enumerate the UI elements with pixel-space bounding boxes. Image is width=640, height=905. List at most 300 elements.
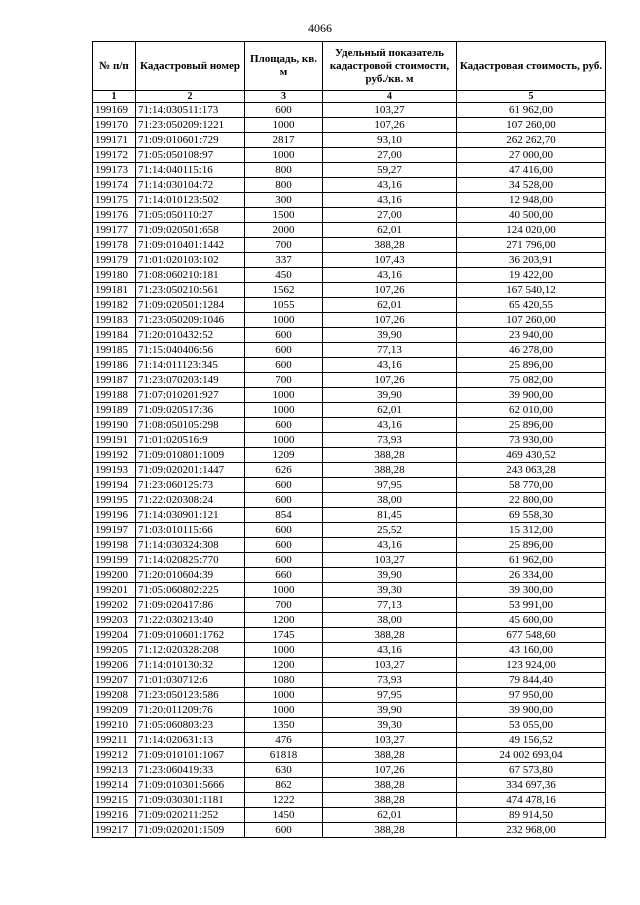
specific-rate-value: 25,52 — [323, 523, 457, 538]
row-number: 199192 — [93, 448, 136, 463]
cadastral-value-table — [92, 41, 606, 838]
area-value: 600 — [245, 418, 323, 433]
row-number: 199193 — [93, 463, 136, 478]
specific-rate-value: 388,28 — [323, 238, 457, 253]
cadastral-cost-value: 232 968,00 — [457, 823, 606, 838]
area-value: 1000 — [245, 433, 323, 448]
area-value: 1000 — [245, 403, 323, 418]
cadastral-cost-value: 167 540,12 — [457, 283, 606, 298]
row-number: 199173 — [93, 163, 136, 178]
specific-rate-value: 43,16 — [323, 538, 457, 553]
area-value: 1000 — [245, 148, 323, 163]
specific-rate-value: 107,43 — [323, 253, 457, 268]
row-number: 199204 — [93, 628, 136, 643]
cadastral-number: 71:08:050105:298 — [136, 418, 245, 433]
area-value: 600 — [245, 493, 323, 508]
cadastral-cost-value: 26 334,00 — [457, 568, 606, 583]
row-number: 199212 — [93, 748, 136, 763]
area-value: 800 — [245, 178, 323, 193]
table-row — [93, 778, 606, 793]
cadastral-cost-value: 15 312,00 — [457, 523, 606, 538]
specific-rate-value: 38,00 — [323, 613, 457, 628]
area-value: 600 — [245, 478, 323, 493]
cadastral-cost-value: 73 930,00 — [457, 433, 606, 448]
cadastral-number: 71:09:020201:1509 — [136, 823, 245, 838]
specific-rate-value: 43,16 — [323, 643, 457, 658]
specific-rate-value: 97,95 — [323, 478, 457, 493]
cadastral-number: 71:09:010301:5666 — [136, 778, 245, 793]
area-value: 2817 — [245, 133, 323, 148]
specific-rate-value: 59,27 — [323, 163, 457, 178]
specific-rate-value: 97,95 — [323, 688, 457, 703]
area-value: 1562 — [245, 283, 323, 298]
cadastral-number: 71:09:010401:1442 — [136, 238, 245, 253]
specific-rate-value: 39,90 — [323, 328, 457, 343]
table-row — [93, 133, 606, 148]
area-value: 300 — [245, 193, 323, 208]
specific-rate-value: 388,28 — [323, 823, 457, 838]
area-value: 600 — [245, 823, 323, 838]
row-number: 199190 — [93, 418, 136, 433]
area-value: 476 — [245, 733, 323, 748]
specific-rate-value: 388,28 — [323, 793, 457, 808]
area-value: 600 — [245, 103, 323, 118]
table-row — [93, 658, 606, 673]
specific-rate-value: 39,90 — [323, 388, 457, 403]
cadastral-number: 71:14:011123:345 — [136, 358, 245, 373]
cadastral-cost-value: 79 844,40 — [457, 673, 606, 688]
cadastral-cost-value: 65 420,55 — [457, 298, 606, 313]
specific-rate-value: 103,27 — [323, 553, 457, 568]
cadastral-cost-value: 53 055,00 — [457, 718, 606, 733]
table-row — [93, 643, 606, 658]
area-value: 450 — [245, 268, 323, 283]
specific-rate-value: 388,28 — [323, 748, 457, 763]
row-number: 199189 — [93, 403, 136, 418]
cadastral-number: 71:01:020103:102 — [136, 253, 245, 268]
specific-rate-value: 103,27 — [323, 733, 457, 748]
row-number: 199205 — [93, 643, 136, 658]
area-value: 854 — [245, 508, 323, 523]
specific-rate-value: 388,28 — [323, 448, 457, 463]
specific-rate-value: 62,01 — [323, 808, 457, 823]
cadastral-cost-value: 45 600,00 — [457, 613, 606, 628]
header-area: Площадь, кв. м — [245, 42, 323, 91]
table-row — [93, 508, 606, 523]
table-row — [93, 103, 606, 118]
area-value: 1080 — [245, 673, 323, 688]
cadastral-cost-value: 69 558,30 — [457, 508, 606, 523]
cadastral-cost-value: 27 000,00 — [457, 148, 606, 163]
area-value: 862 — [245, 778, 323, 793]
area-value: 1200 — [245, 658, 323, 673]
cadastral-number: 71:20:011209:76 — [136, 703, 245, 718]
area-value: 1450 — [245, 808, 323, 823]
row-number: 199184 — [93, 328, 136, 343]
cadastral-cost-value: 97 950,00 — [457, 688, 606, 703]
row-number: 199216 — [93, 808, 136, 823]
row-number: 199182 — [93, 298, 136, 313]
row-number: 199170 — [93, 118, 136, 133]
cadastral-number: 71:23:060419:33 — [136, 763, 245, 778]
table-row — [93, 703, 606, 718]
specific-rate-value: 27,00 — [323, 148, 457, 163]
specific-rate-value: 43,16 — [323, 358, 457, 373]
row-number: 199194 — [93, 478, 136, 493]
row-number: 199201 — [93, 583, 136, 598]
table-row — [93, 568, 606, 583]
area-value: 1000 — [245, 688, 323, 703]
row-number: 199214 — [93, 778, 136, 793]
cadastral-number: 71:01:030712:6 — [136, 673, 245, 688]
column-number: 2 — [136, 91, 245, 103]
cadastral-cost-value: 262 262,70 — [457, 133, 606, 148]
cadastral-number: 71:05:050108:97 — [136, 148, 245, 163]
cadastral-number: 71:14:040115:16 — [136, 163, 245, 178]
area-value: 2000 — [245, 223, 323, 238]
table-row — [93, 523, 606, 538]
table-header-row — [93, 42, 606, 91]
page-number: 4066 — [308, 21, 332, 35]
table-row — [93, 673, 606, 688]
cadastral-number: 71:09:010601:729 — [136, 133, 245, 148]
table-body — [93, 103, 606, 838]
cadastral-cost-value: 39 300,00 — [457, 583, 606, 598]
area-value: 1209 — [245, 448, 323, 463]
cadastral-cost-value: 67 573,80 — [457, 763, 606, 778]
row-number: 199180 — [93, 268, 136, 283]
area-value: 626 — [245, 463, 323, 478]
specific-rate-value: 39,90 — [323, 703, 457, 718]
area-value: 61818 — [245, 748, 323, 763]
row-number: 199169 — [93, 103, 136, 118]
cadastral-cost-value: 49 156,52 — [457, 733, 606, 748]
table-row — [93, 808, 606, 823]
table-row — [93, 268, 606, 283]
specific-rate-value: 43,16 — [323, 418, 457, 433]
specific-rate-value: 62,01 — [323, 223, 457, 238]
cadastral-cost-value: 61 962,00 — [457, 103, 606, 118]
table-row — [93, 313, 606, 328]
row-number: 199171 — [93, 133, 136, 148]
cadastral-number: 71:09:020501:658 — [136, 223, 245, 238]
row-number: 199174 — [93, 178, 136, 193]
row-number: 199202 — [93, 598, 136, 613]
table-row — [93, 373, 606, 388]
cadastral-number: 71:08:060210:181 — [136, 268, 245, 283]
area-value: 630 — [245, 763, 323, 778]
cadastral-cost-value: 25 896,00 — [457, 418, 606, 433]
table-row — [93, 448, 606, 463]
cadastral-number: 71:14:010130:32 — [136, 658, 245, 673]
cadastral-number: 71:15:040406:56 — [136, 343, 245, 358]
area-value: 1000 — [245, 388, 323, 403]
cadastral-number: 71:23:070203:149 — [136, 373, 245, 388]
column-number: 4 — [323, 91, 457, 103]
specific-rate-value: 62,01 — [323, 298, 457, 313]
table-row — [93, 763, 606, 778]
table-row — [93, 388, 606, 403]
row-number: 199199 — [93, 553, 136, 568]
cadastral-cost-value: 24 002 693,04 — [457, 748, 606, 763]
table-row — [93, 358, 606, 373]
cadastral-cost-value: 53 991,00 — [457, 598, 606, 613]
table-row — [93, 613, 606, 628]
cadastral-number: 71:20:010604:39 — [136, 568, 245, 583]
cadastral-cost-value: 36 203,91 — [457, 253, 606, 268]
specific-rate-value: 38,00 — [323, 493, 457, 508]
row-number: 199191 — [93, 433, 136, 448]
area-value: 1000 — [245, 643, 323, 658]
area-value: 600 — [245, 328, 323, 343]
specific-rate-value: 39,90 — [323, 568, 457, 583]
row-number: 199196 — [93, 508, 136, 523]
table-row — [93, 238, 606, 253]
cadastral-cost-value: 25 896,00 — [457, 358, 606, 373]
table-row — [93, 223, 606, 238]
cadastral-cost-value: 25 896,00 — [457, 538, 606, 553]
cadastral-number: 71:14:030104:72 — [136, 178, 245, 193]
area-value: 1000 — [245, 583, 323, 598]
specific-rate-value: 107,26 — [323, 313, 457, 328]
table-row — [93, 793, 606, 808]
row-number: 199179 — [93, 253, 136, 268]
header-cadastral-number: Кадастровый номер — [136, 42, 245, 91]
cadastral-number: 71:09:010601:1762 — [136, 628, 245, 643]
area-value: 700 — [245, 373, 323, 388]
cadastral-number: 71:03:010115:66 — [136, 523, 245, 538]
table-row — [93, 178, 606, 193]
specific-rate-value: 103,27 — [323, 658, 457, 673]
cadastral-number: 71:09:020417:86 — [136, 598, 245, 613]
cadastral-cost-value: 43 160,00 — [457, 643, 606, 658]
table-row — [93, 118, 606, 133]
area-value: 600 — [245, 358, 323, 373]
specific-rate-value: 77,13 — [323, 343, 457, 358]
cadastral-cost-value: 243 063,28 — [457, 463, 606, 478]
cadastral-number: 71:22:020308:24 — [136, 493, 245, 508]
cadastral-number: 71:14:030901:121 — [136, 508, 245, 523]
cadastral-number: 71:05:060803:23 — [136, 718, 245, 733]
specific-rate-value: 73,93 — [323, 433, 457, 448]
cadastral-cost-value: 40 500,00 — [457, 208, 606, 223]
cadastral-cost-value: 12 948,00 — [457, 193, 606, 208]
row-number: 199175 — [93, 193, 136, 208]
header-specific-rate: Удельный показатель кадастровой стоимости, руб./кв. м — [323, 42, 457, 91]
table-row — [93, 298, 606, 313]
cadastral-number: 71:14:030511:173 — [136, 103, 245, 118]
cadastral-number: 71:07:010201:927 — [136, 388, 245, 403]
cadastral-number: 71:05:060802:225 — [136, 583, 245, 598]
row-number: 199209 — [93, 703, 136, 718]
row-number: 199208 — [93, 688, 136, 703]
cadastral-cost-value: 474 478,16 — [457, 793, 606, 808]
table-row — [93, 343, 606, 358]
column-number: 1 — [93, 91, 136, 103]
row-number: 199206 — [93, 658, 136, 673]
specific-rate-value: 107,26 — [323, 763, 457, 778]
cadastral-number: 71:05:050110:27 — [136, 208, 245, 223]
specific-rate-value: 107,26 — [323, 283, 457, 298]
table-row — [93, 478, 606, 493]
row-number: 199177 — [93, 223, 136, 238]
specific-rate-value: 43,16 — [323, 193, 457, 208]
specific-rate-value: 77,13 — [323, 598, 457, 613]
row-number: 199176 — [93, 208, 136, 223]
cadastral-number: 71:22:030213:40 — [136, 613, 245, 628]
row-number: 199183 — [93, 313, 136, 328]
area-value: 1500 — [245, 208, 323, 223]
table-row — [93, 748, 606, 763]
specific-rate-value: 27,00 — [323, 208, 457, 223]
cadastral-cost-value: 58 770,00 — [457, 478, 606, 493]
row-number: 199186 — [93, 358, 136, 373]
specific-rate-value: 81,45 — [323, 508, 457, 523]
specific-rate-value: 73,93 — [323, 673, 457, 688]
cadastral-cost-value: 123 924,00 — [457, 658, 606, 673]
area-value: 1000 — [245, 703, 323, 718]
cadastral-number: 71:20:010432:52 — [136, 328, 245, 343]
cadastral-cost-value: 47 416,00 — [457, 163, 606, 178]
area-value: 700 — [245, 238, 323, 253]
cadastral-number: 71:12:020328:208 — [136, 643, 245, 658]
cadastral-cost-value: 89 914,50 — [457, 808, 606, 823]
cadastral-number: 71:23:050210:561 — [136, 283, 245, 298]
row-number: 199213 — [93, 763, 136, 778]
row-number: 199181 — [93, 283, 136, 298]
table-row — [93, 733, 606, 748]
row-number: 199215 — [93, 793, 136, 808]
table-row — [93, 688, 606, 703]
row-number: 199200 — [93, 568, 136, 583]
specific-rate-value: 107,26 — [323, 118, 457, 133]
table-row — [93, 583, 606, 598]
table-row — [93, 538, 606, 553]
cadastral-cost-value: 34 528,00 — [457, 178, 606, 193]
table-row — [93, 403, 606, 418]
area-value: 1745 — [245, 628, 323, 643]
specific-rate-value: 39,30 — [323, 583, 457, 598]
table-row — [93, 193, 606, 208]
cadastral-cost-value: 271 796,00 — [457, 238, 606, 253]
row-number: 199198 — [93, 538, 136, 553]
cadastral-number: 71:09:020211:252 — [136, 808, 245, 823]
cadastral-cost-value: 107 260,00 — [457, 313, 606, 328]
cadastral-number: 71:23:060125:73 — [136, 478, 245, 493]
cadastral-number: 71:14:020825:770 — [136, 553, 245, 568]
area-value: 337 — [245, 253, 323, 268]
table-row — [93, 628, 606, 643]
table-row — [93, 433, 606, 448]
specific-rate-value: 43,16 — [323, 268, 457, 283]
specific-rate-value: 62,01 — [323, 403, 457, 418]
specific-rate-value: 388,28 — [323, 463, 457, 478]
area-value: 600 — [245, 343, 323, 358]
table-row — [93, 163, 606, 178]
row-number: 199195 — [93, 493, 136, 508]
cadastral-cost-value: 39 900,00 — [457, 388, 606, 403]
cadastral-cost-value: 677 548,60 — [457, 628, 606, 643]
table-row — [93, 718, 606, 733]
area-value: 700 — [245, 598, 323, 613]
cadastral-number: 71:09:030301:1181 — [136, 793, 245, 808]
cadastral-number: 71:23:050209:1046 — [136, 313, 245, 328]
table-row — [93, 418, 606, 433]
area-value: 600 — [245, 553, 323, 568]
row-number: 199197 — [93, 523, 136, 538]
area-value: 600 — [245, 523, 323, 538]
area-value: 800 — [245, 163, 323, 178]
column-number: 5 — [457, 91, 606, 103]
cadastral-cost-value: 19 422,00 — [457, 268, 606, 283]
cadastral-cost-value: 22 800,00 — [457, 493, 606, 508]
cadastral-cost-value: 469 430,52 — [457, 448, 606, 463]
specific-rate-value: 103,27 — [323, 103, 457, 118]
column-number: 3 — [245, 91, 323, 103]
cadastral-cost-value: 334 697,36 — [457, 778, 606, 793]
cadastral-cost-value: 124 020,00 — [457, 223, 606, 238]
row-number: 199187 — [93, 373, 136, 388]
area-value: 1200 — [245, 613, 323, 628]
area-value: 1222 — [245, 793, 323, 808]
specific-rate-value: 388,28 — [323, 628, 457, 643]
row-number: 199172 — [93, 148, 136, 163]
cadastral-cost-value: 75 082,00 — [457, 373, 606, 388]
column-number-row — [93, 91, 606, 103]
cadastral-cost-value: 107 260,00 — [457, 118, 606, 133]
cadastral-number: 71:09:020501:1284 — [136, 298, 245, 313]
cadastral-number: 71:14:020631:13 — [136, 733, 245, 748]
cadastral-cost-value: 23 940,00 — [457, 328, 606, 343]
row-number: 199188 — [93, 388, 136, 403]
table-row — [93, 283, 606, 298]
cadastral-number: 71:09:010101:1067 — [136, 748, 245, 763]
row-number: 199203 — [93, 613, 136, 628]
specific-rate-value: 388,28 — [323, 778, 457, 793]
row-number: 199210 — [93, 718, 136, 733]
cadastral-cost-value: 39 900,00 — [457, 703, 606, 718]
cadastral-number: 71:01:020516:9 — [136, 433, 245, 448]
specific-rate-value: 107,26 — [323, 373, 457, 388]
cadastral-number: 71:09:010801:1009 — [136, 448, 245, 463]
area-value: 1000 — [245, 313, 323, 328]
area-value: 1000 — [245, 118, 323, 133]
cadastral-number: 71:14:030324:308 — [136, 538, 245, 553]
table-row — [93, 553, 606, 568]
area-value: 1350 — [245, 718, 323, 733]
cadastral-number: 71:23:050209:1221 — [136, 118, 245, 133]
cadastral-cost-value: 61 962,00 — [457, 553, 606, 568]
cadastral-cost-value: 46 278,00 — [457, 343, 606, 358]
table-row — [93, 148, 606, 163]
cadastral-number: 71:14:010123:502 — [136, 193, 245, 208]
header-number: № п/п — [93, 42, 136, 91]
table-row — [93, 598, 606, 613]
row-number: 199207 — [93, 673, 136, 688]
table-row — [93, 328, 606, 343]
table-row — [93, 253, 606, 268]
specific-rate-value: 93,10 — [323, 133, 457, 148]
table-row — [93, 823, 606, 838]
cadastral-number: 71:23:050123:586 — [136, 688, 245, 703]
specific-rate-value: 39,30 — [323, 718, 457, 733]
cadastral-cost-value: 62 010,00 — [457, 403, 606, 418]
row-number: 199217 — [93, 823, 136, 838]
table-row — [93, 493, 606, 508]
header-cadastral-cost: Кадастровая стоимость, руб. — [457, 42, 606, 91]
row-number: 199211 — [93, 733, 136, 748]
table-row — [93, 208, 606, 223]
